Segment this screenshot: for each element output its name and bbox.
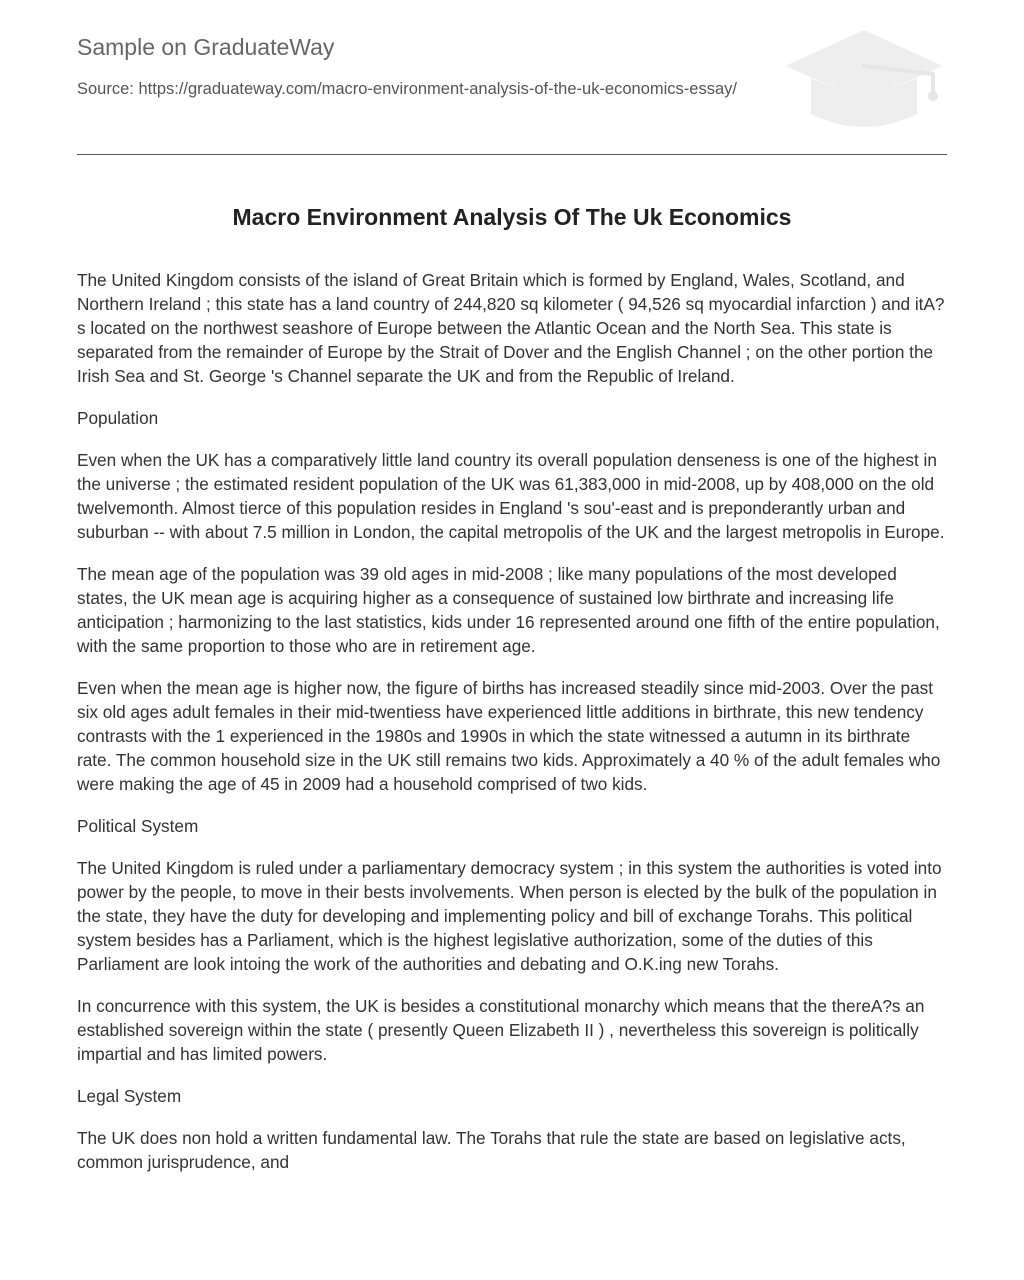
- source-label: Source:: [77, 80, 134, 98]
- population-paragraph-3: Even when the mean age is higher now, the figure of births has increased steadily since mid-2003. Over the past six old ages adult females in their mid-twentiess have experienced little additions in birthrate, this new tendency contrasts with the 1 experienced in the 1980s and 1990s in which the state witnessed a autumn in its birthrate rate. The common household size in the UK still remains two kids. Approximately a 40 % of the adult females who were making the age of 45 in 2009 had a household comprised of two kids.: [77, 678, 941, 794]
- section-heading-political: Political System: [77, 816, 199, 836]
- intro-paragraph: The United Kingdom consists of the island of Great Britain which is formed by England, Wales, Scotland, and Northern Ireland ; this state has a land country of 244,820 sq kilometer ( 94,526 sq myocardial infarction ) and itA?s located on the northwest seashore of Europe between the Atlantic Ocean and the North Sea. This state is separated from the remainder of Europe by the Strait of Dover and the English Channel ; on the other portion the Irish Sea and St. George 's Channel separate the UK and from the Republic of Ireland.: [77, 270, 945, 386]
- source-link[interactable]: https://graduateway.com/macro-environment-analysis-of-the-uk-economics-essay/: [138, 80, 737, 98]
- graduation-cap-icon: [781, 30, 947, 134]
- legal-paragraph-1: The UK does non hold a written fundamental law. The Torahs that rule the state are based on legislative acts, common jurisprudence, and: [77, 1128, 906, 1172]
- header-divider: [77, 154, 947, 155]
- essay-body: [77, 268, 949, 1192]
- section-heading-population: Population: [77, 408, 159, 428]
- page-header: [77, 28, 947, 155]
- political-paragraph-2: In concurrence with this system, the UK is besides a constitutional monarchy which means that the thereA?s an established sovereign within the state ( presently Queen Elizabeth II ) , nevertheless this sovereign is politically impartial and has limited powers.: [77, 996, 925, 1064]
- section-heading-legal: Legal System: [77, 1086, 182, 1106]
- site-title: Sample on GraduateWay: [77, 34, 335, 60]
- political-paragraph-1: The United Kingdom is ruled under a parliamentary democracy system ; in this system the authorities is voted into power by the people, to move in their bests involvements. When person is elected by the bulk of the population in the state, they have the duty for developing and implementing policy and bill of exchange Torahs. This political system besides has a Parliament, which is the highest legislative authorization, some of the duties of this Parliament are look intoing the work of the authorities and debating and O.K.ing new Torahs.: [77, 858, 942, 974]
- source-line: [77, 79, 767, 100]
- document-title: Macro Environment Analysis Of The Uk Economics: [232, 204, 792, 230]
- population-paragraph-1: Even when the UK has a comparatively little land country its overall population denseness is one of the highest in the universe ; the estimated resident population of the UK was 61,383,000 in mid-2008, up by 408,000 on the old twelvemonth. Almost tierce of this population resides in England 's sou'-east and is preponderantly urban and suburban -- with about 7.5 million in London, the capital metropolis of the UK and the largest metropolis in Europe.: [77, 450, 945, 542]
- population-paragraph-2: The mean age of the population was 39 old ages in mid-2008 ; like many populations of the most developed states, the UK mean age is acquiring higher as a consequence of sustained low birthrate and increasing life anticipation ; harmonizing to the last statistics, kids under 16 represented around one fifth of the entire population, with the same proportion to those who are in retirement age.: [77, 564, 940, 656]
